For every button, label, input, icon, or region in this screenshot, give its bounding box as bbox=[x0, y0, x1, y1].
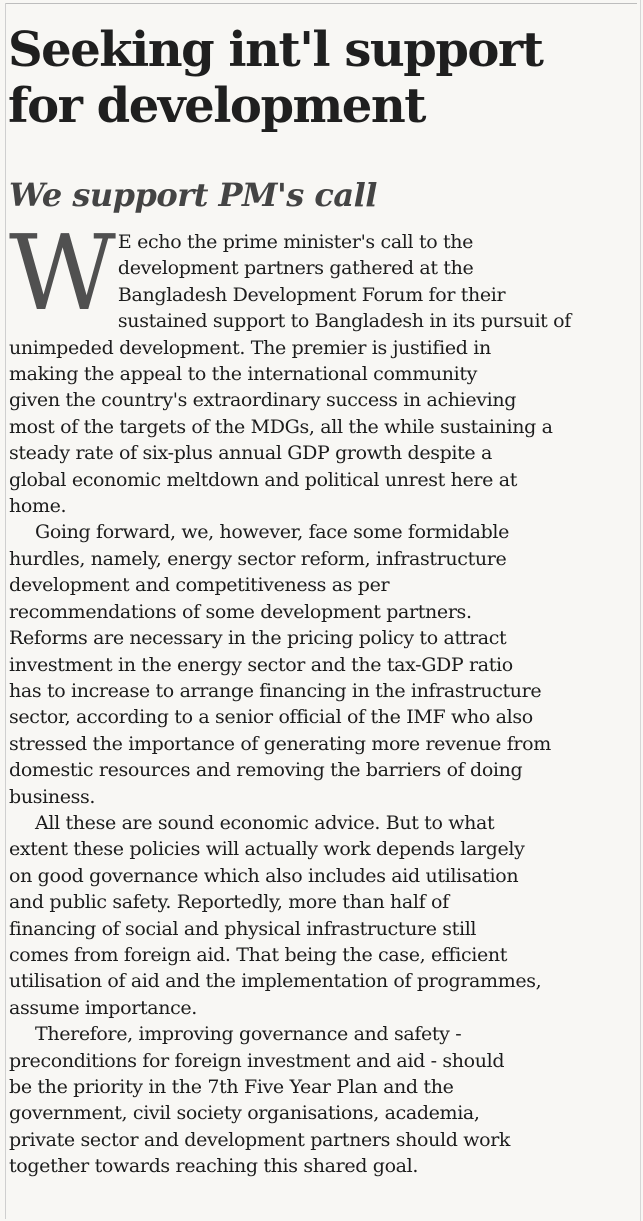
article-line: steady rate of six-plus annual GDP growth despite a bbox=[9, 442, 492, 465]
article-line: sector, according to a senior official of the IMF who also bbox=[9, 706, 533, 729]
article-line: development and competitiveness as per bbox=[9, 574, 390, 597]
article-line: recommendations of some development partners. bbox=[9, 600, 472, 623]
article-line: has to increase to arrange financing in the infrastructure bbox=[9, 679, 542, 702]
article-line: stressed the importance of generating more revenue from bbox=[9, 732, 551, 755]
top-rule bbox=[6, 3, 637, 4]
article-line: global economic meltdown and political unrest here at bbox=[9, 468, 517, 491]
article-line: Bangladesh Development Forum for their bbox=[117, 283, 506, 306]
headline-line-2: for development bbox=[8, 78, 425, 134]
article-line: government, civil society organisations, academia, bbox=[9, 1102, 480, 1125]
headline bbox=[8, 22, 628, 134]
kicker-subheadline: We support PM's call bbox=[9, 176, 377, 214]
article-line: most of the targets of the MDGs, all the while sustaining a bbox=[9, 415, 553, 438]
article-line: E echo the prime minister's call to the bbox=[117, 231, 474, 253]
article-line: Reforms are necessary in the pricing policy to attract bbox=[9, 627, 507, 650]
article-line: be the priority in the 7th Five Year Plan and the bbox=[9, 1076, 454, 1098]
article-line: private sector and development partners should work bbox=[9, 1128, 511, 1151]
article-line: development partners gathered at the bbox=[117, 257, 474, 280]
article-line: making the appeal to the international community bbox=[9, 363, 478, 386]
article-line: financing of social and physical infrastructure still bbox=[9, 917, 477, 940]
article-line: comes from foreign aid. That being the case, efficient bbox=[9, 943, 508, 966]
headline-line-1: Seeking int'l support bbox=[8, 22, 543, 78]
article-text bbox=[9, 212, 639, 1180]
article-line: business. bbox=[9, 785, 96, 808]
article-line: preconditions for foreign investment and aid - should bbox=[9, 1049, 505, 1072]
drop-cap: W bbox=[9, 212, 112, 334]
article-line: All these are sound economic advice. But to what bbox=[35, 811, 495, 834]
article-line: Therefore, improving governance and safety - bbox=[35, 1023, 462, 1046]
article-line: Going forward, we, however, face some formidable bbox=[35, 521, 510, 544]
article-line: extent these policies will actually work depends largely bbox=[9, 838, 525, 861]
article-line: sustained support to Bangladesh in its pursuit of bbox=[117, 310, 571, 333]
article-line: unimpeded development. The premier is justified in bbox=[9, 336, 491, 359]
article-line: and public safety. Reportedly, more than half of bbox=[9, 891, 449, 914]
article-line: given the country's extraordinary success in achieving bbox=[9, 389, 517, 412]
article-line: hurdles, namely, energy sector reform, infrastructure bbox=[9, 547, 507, 570]
article-line: home. bbox=[9, 495, 67, 518]
article-line: domestic resources and removing the barriers of doing bbox=[9, 759, 523, 782]
article-body bbox=[9, 212, 639, 1180]
article-line: utilisation of aid and the implementation of programmes, bbox=[9, 970, 542, 993]
article-line: together towards reaching this shared goal. bbox=[9, 1155, 419, 1178]
article-line: on good governance which also includes aid utilisation bbox=[9, 864, 519, 887]
article-line: investment in the energy sector and the tax-GDP ratio bbox=[9, 653, 513, 676]
article-line: assume importance. bbox=[9, 996, 197, 1019]
left-rule bbox=[5, 3, 6, 1219]
right-rule bbox=[640, 0, 641, 1221]
